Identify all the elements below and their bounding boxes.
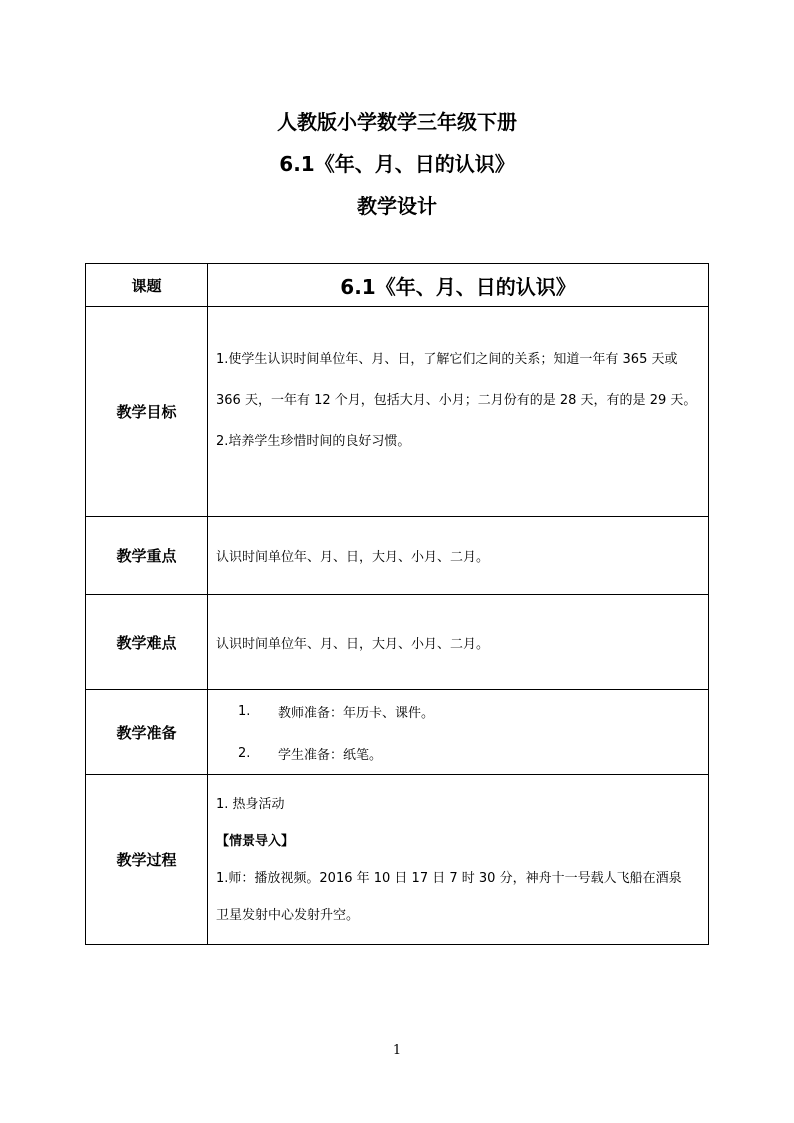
topic-label: 课题 xyxy=(86,264,208,307)
lesson-title: 6.1《年、月、日的认识》 xyxy=(279,152,515,176)
list-item xyxy=(216,690,702,732)
objectives-content xyxy=(208,307,709,517)
key-points-value: 认识时间单位年、月、日，大月、小月、二月。 xyxy=(208,517,709,595)
objectives-line: 366 天，一年有 12 个月，包括大月、小月；二月份有的是 28 天，有的是 29 天。 xyxy=(216,393,697,408)
table-row-difficulties xyxy=(86,595,709,690)
lesson-plan-table xyxy=(85,263,709,945)
process-content xyxy=(208,775,709,945)
process-line: 【情景导入】 xyxy=(216,833,295,849)
difficulties-label: 教学难点 xyxy=(86,595,208,690)
topic-value: 6.1《年、月、日的认识》 xyxy=(208,264,709,307)
objectives-line: 2.培养学生珍惜时间的良好习惯。 xyxy=(216,434,411,449)
list-item xyxy=(216,732,702,774)
objectives-line: 1.使学生认识时间单位年、月、日，了解它们之间的关系；知道一年有 365 天或 xyxy=(216,352,678,367)
list-text: 学生准备：纸笔。 xyxy=(278,747,383,763)
process-label: 教学过程 xyxy=(86,775,208,945)
page-number: 1 xyxy=(392,1043,402,1058)
key-points-label: 教学重点 xyxy=(86,517,208,595)
preparation-content xyxy=(208,690,709,775)
preparation-label: 教学准备 xyxy=(86,690,208,775)
document-title: 人教版小学数学三年级下册 xyxy=(277,110,517,134)
table-row-objectives xyxy=(86,307,709,517)
table-row-topic xyxy=(86,264,709,307)
difficulties-value: 认识时间单位年、月、日，大月、小月、二月。 xyxy=(208,595,709,690)
process-line: 卫星发射中心发射升空。 xyxy=(216,907,360,923)
table-row-process xyxy=(86,775,709,945)
table-row-preparation xyxy=(86,690,709,775)
list-text: 教师准备：年历卡、课件。 xyxy=(278,705,435,721)
list-number: 2. xyxy=(238,745,251,761)
table-row-key-points xyxy=(86,517,709,595)
process-line: 1.师：播放视频。2016 年 10 日 17 日 7 时 30 分，神舟十一号载人飞船在酒泉 xyxy=(216,870,682,886)
objectives-label: 教学目标 xyxy=(86,307,208,517)
document-subtitle: 教学设计 xyxy=(357,194,437,218)
process-line: 1. 热身活动 xyxy=(216,796,285,812)
list-number: 1. xyxy=(238,703,251,719)
